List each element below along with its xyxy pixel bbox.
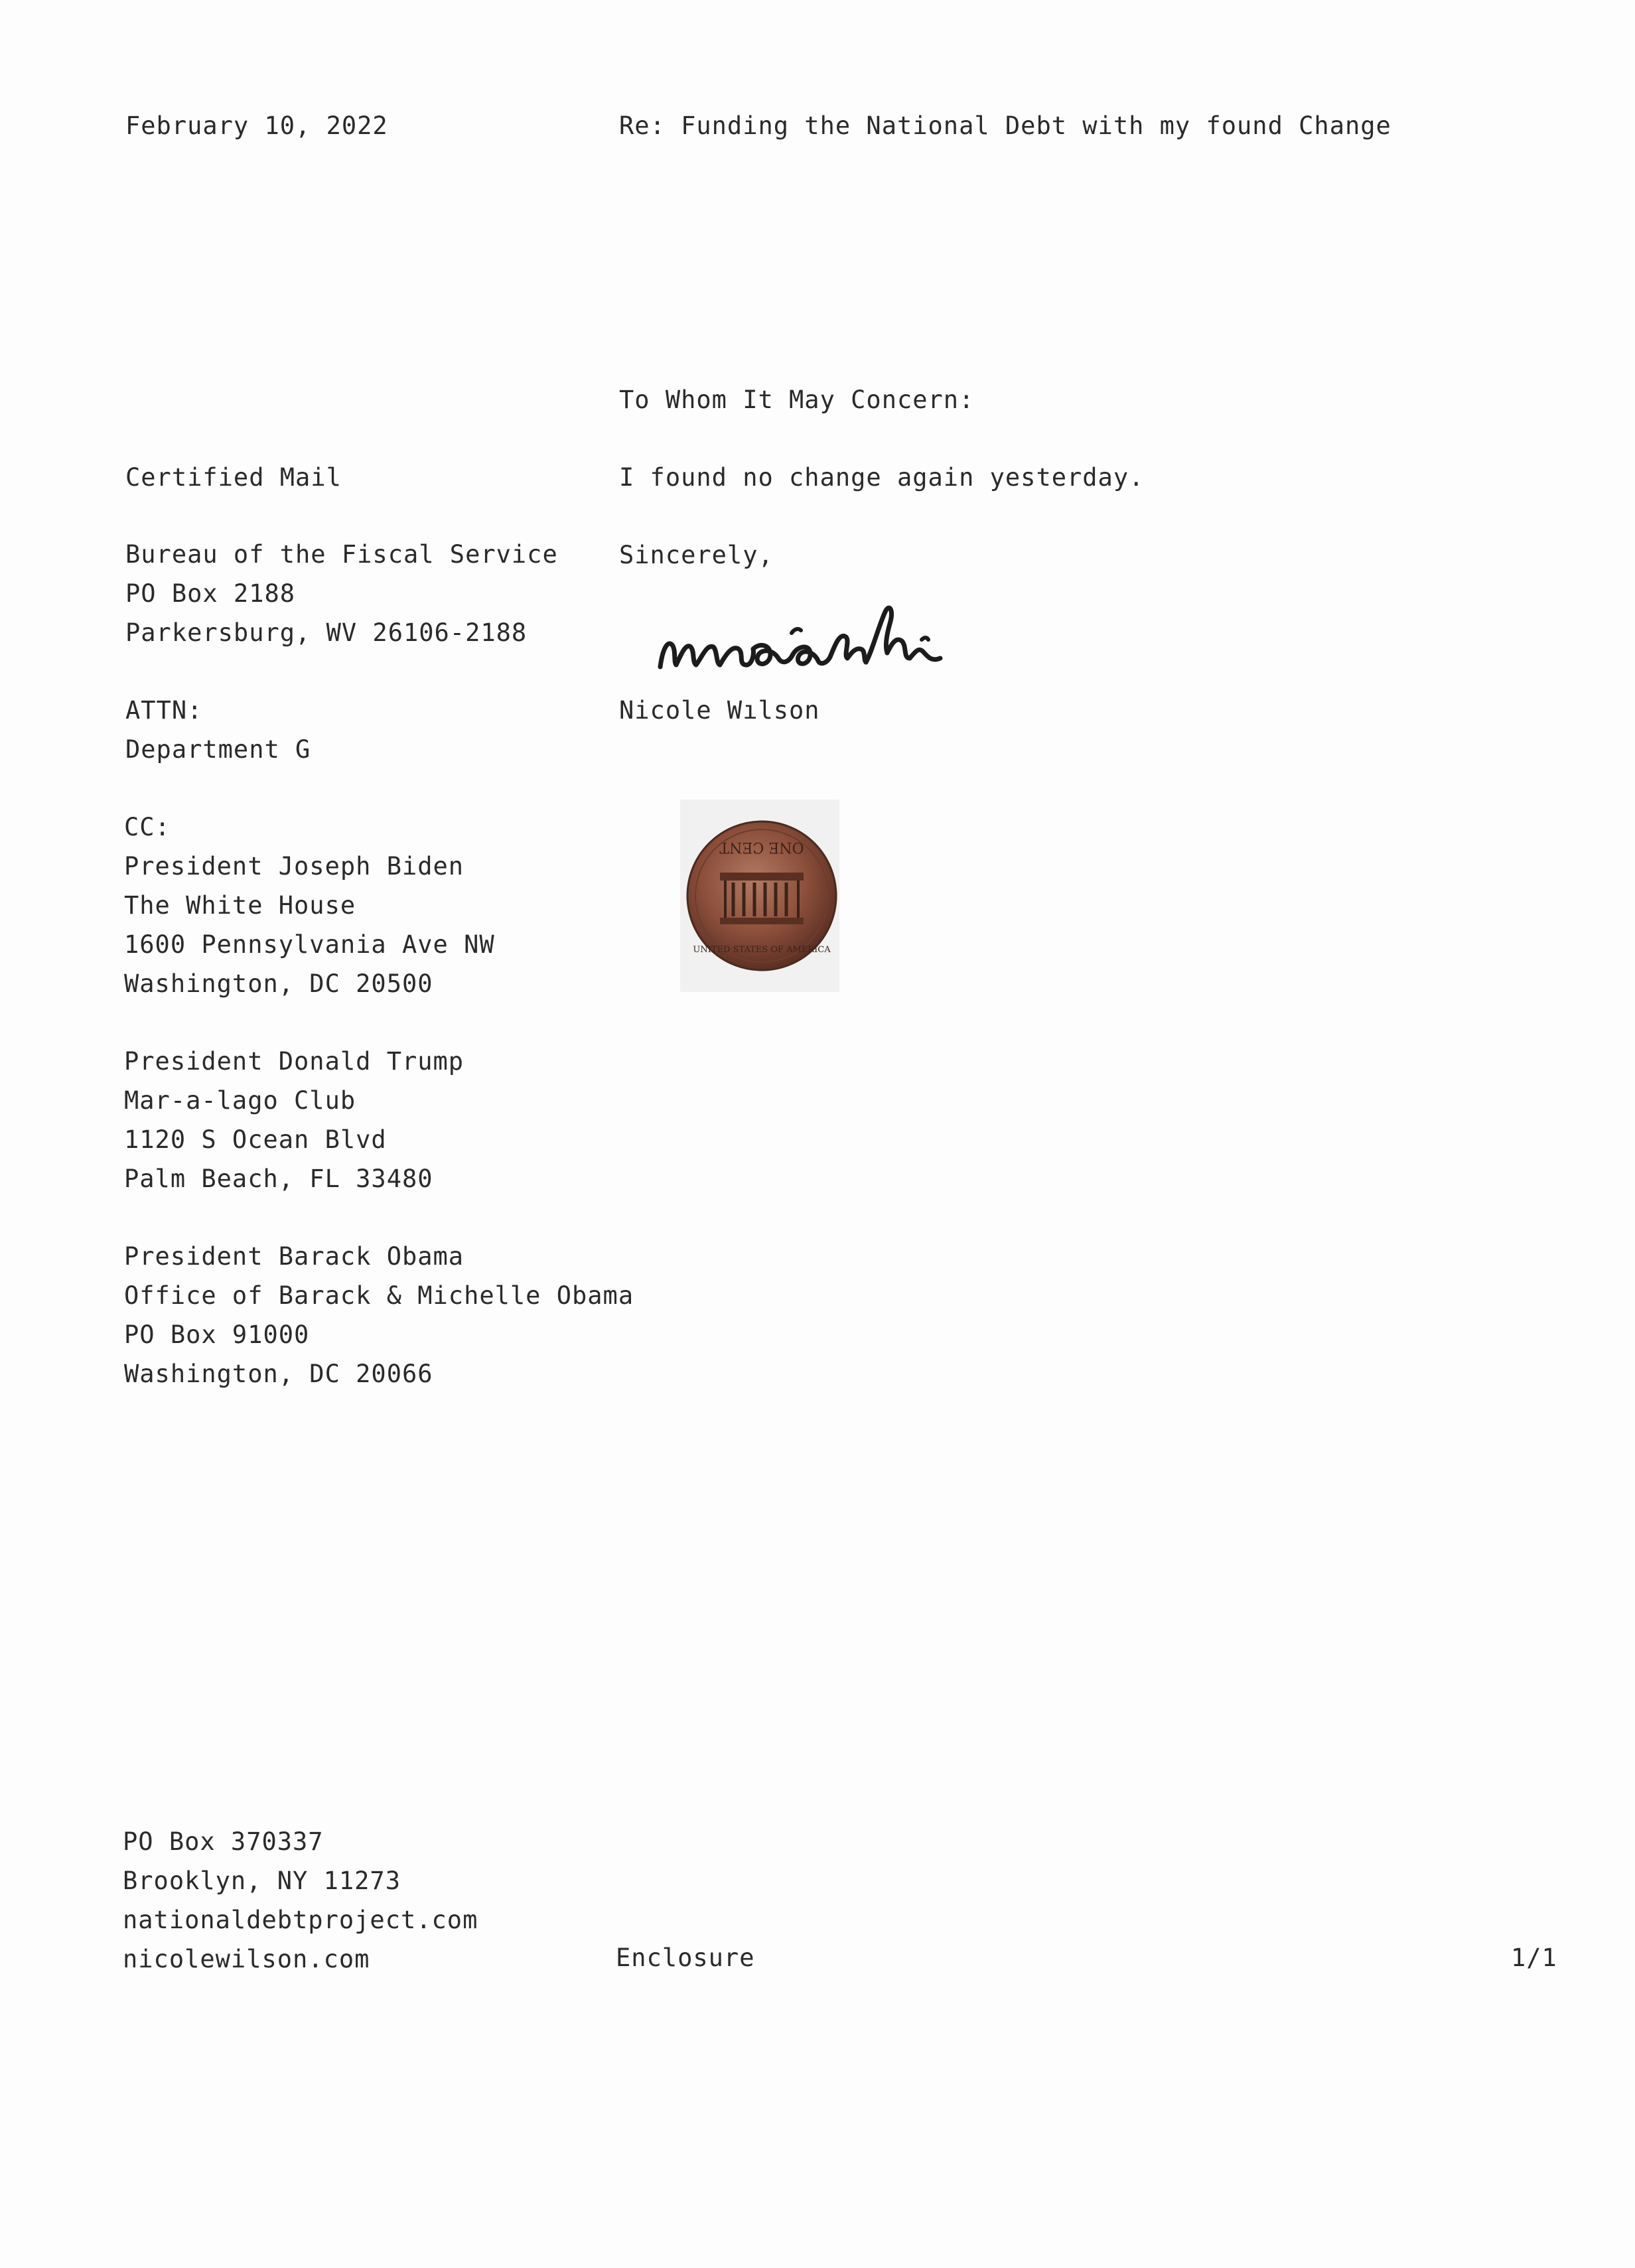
page-number: 1/1: [1511, 1944, 1557, 1972]
penny-coin-icon: [685, 819, 838, 972]
cc-recipient-obama: [124, 1237, 634, 1393]
sender-line: nationaldebtproject.com: [123, 1906, 478, 1934]
cc-line: President Joseph Biden: [124, 852, 464, 881]
cc-line: Mar-a-lago Club: [124, 1086, 356, 1115]
attn-label: ATTN:: [125, 696, 203, 725]
cc-line: Washington, DC 20066: [124, 1360, 433, 1388]
signer-name: Nicole Wılson: [619, 696, 820, 725]
cc-line: PO Box 91000: [124, 1320, 310, 1349]
coin-text-one-cent: ONE CENT: [719, 839, 804, 855]
cc-line: Palm Beach, FL 33480: [124, 1165, 433, 1193]
coin-text-usa: UNITED STATES OF AMERICA: [693, 945, 831, 955]
cc-recipient-trump: [124, 1042, 464, 1198]
enclosure-photo: [680, 800, 839, 992]
letter-date: February 10, 2022: [125, 111, 388, 140]
cc-line: The White House: [124, 891, 356, 920]
cc-line: Office of Barack & Michelle Obama: [124, 1281, 634, 1310]
cc-label: CC:: [124, 813, 171, 841]
attention-block: [125, 691, 311, 769]
handwritten-signature: [654, 584, 992, 683]
closing: Sincerely,: [619, 541, 774, 569]
cc-line: 1120 S Ocean Blvd: [124, 1125, 387, 1154]
letter-subject: Re: Funding the National Debt with my found Change: [619, 111, 1391, 140]
address-line: Bureau of the Fiscal Service: [125, 540, 558, 569]
mail-type: Certified Mail: [125, 463, 342, 492]
enclosure-label: Enclosure: [616, 1944, 755, 1972]
sender-line: Brooklyn, NY 11273: [123, 1867, 401, 1895]
letter-body: I found no change again yesterday.: [619, 463, 1145, 492]
cc-line: President Barack Obama: [124, 1242, 464, 1271]
cc-line: President Donald Trump: [124, 1047, 464, 1076]
salutation: To Whom It May Concern:: [619, 386, 975, 414]
attn-department: Department G: [125, 735, 311, 764]
cc-line: 1600 Pennsylvania Ave NW: [124, 930, 495, 959]
sender-line: PO Box 370337: [123, 1827, 324, 1856]
address-line: PO Box 2188: [125, 579, 296, 608]
sender-address: [123, 1822, 478, 1979]
sender-line: nicolewilson.com: [123, 1945, 370, 1973]
address-line: Parkersburg, WV 26106-2188: [125, 618, 528, 647]
recipient-address: [125, 535, 558, 652]
cc-block: [124, 808, 495, 1003]
cc-line: Washington, DC 20500: [124, 969, 433, 998]
